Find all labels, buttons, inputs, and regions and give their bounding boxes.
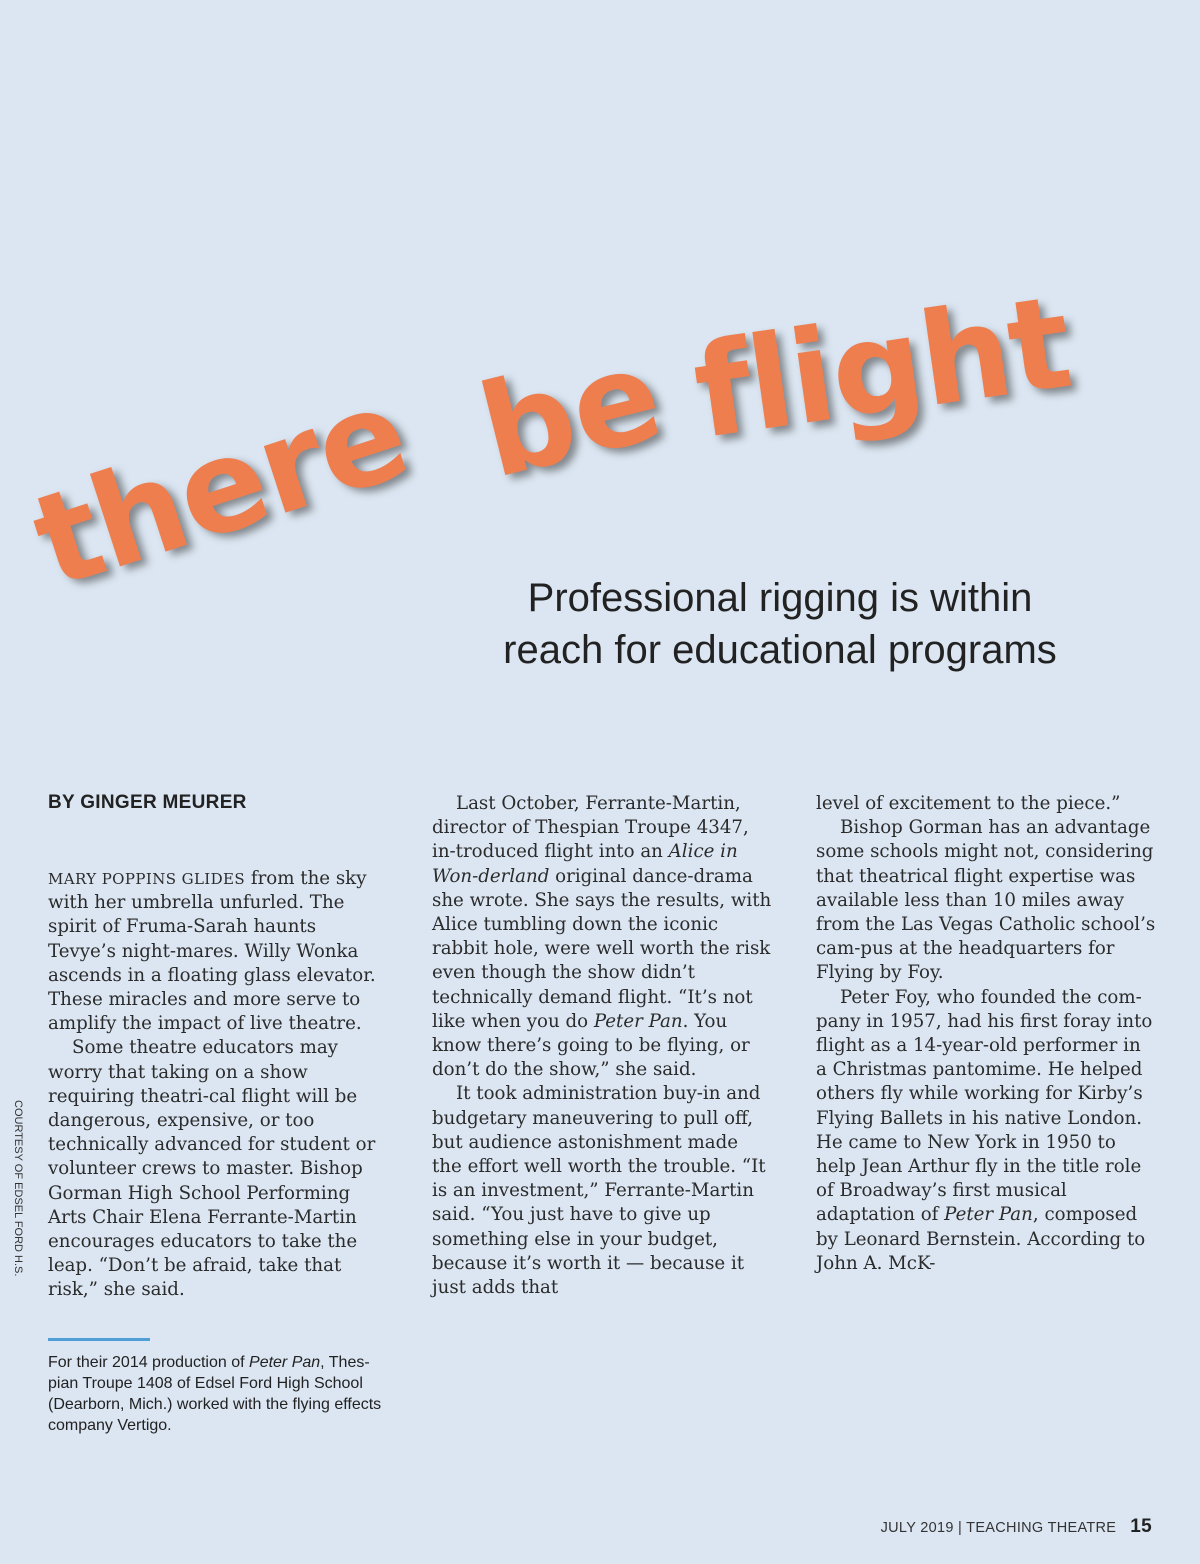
issue-label: JULY 2019 | TEACHING THEATRE: [880, 1520, 1117, 1536]
text-run: Last October, Ferrante-Martin, director of Thespian Troupe 4347, in-troduced flight into an: [432, 793, 749, 863]
caption-rule: [48, 1338, 150, 1341]
title-italic: Alice in Won-derland: [432, 841, 738, 887]
deck-subtitle: [430, 572, 1130, 676]
paragraph: Bishop Gorman has an advantage some schools might not, considering that theatrical flight expertise was available less than 10 miles away from the Las Vegas Catholic school’s cam-pus at the headquarters for Flying by Foy.: [816, 817, 1156, 984]
headline-word-there: there: [17, 358, 424, 618]
byline: BY GINGER MEURER: [48, 792, 247, 813]
paragraph: It took administration buy-in and budgetary maneuvering to pull off, but audience astonishment made the effort well worth the trouble. “It is an investment,” Ferrante-Martin said. “You just have to give up something else in your budget, because it’s worth it — because it just adds that: [432, 1083, 766, 1299]
page-footer: [881, 1516, 1152, 1538]
photo-caption: [48, 1352, 388, 1436]
deck-line-1: Professional rigging is within: [527, 576, 1033, 620]
text-run: , Thes-pian Troupe 1408 of Edsel Ford High School (Dearborn, Mich.) worked with the flying effects company Vertigo.: [48, 1354, 382, 1434]
headline-word-be: be: [466, 319, 676, 508]
paragraph: [48, 867, 388, 1036]
title-italic: Peter Pan: [944, 1204, 1033, 1226]
paragraph: level of excitement to the piece.”: [816, 793, 1121, 814]
title-italic: Peter Pan: [593, 1010, 683, 1032]
lead-in-smallcaps: MARY POPPINS GLIDES: [48, 870, 246, 888]
title-italic: Peter Pan: [249, 1354, 321, 1371]
paragraph: [432, 792, 772, 1082]
article-column-2: [432, 792, 772, 1300]
paragraph: [816, 986, 1156, 1276]
photo-credit: COURTESY OF EDSEL FORD H.S.: [12, 1100, 24, 1277]
text-run: original dance-drama she wrote. She says the results, with Alice tumbling down the iconic rabbit hole, were well worth the risk even though the show didn’t technically demand flight. “It’s not like when you do: [432, 865, 772, 1032]
page-number: 15: [1130, 1516, 1152, 1537]
text-run: For their 2014 production of: [48, 1354, 250, 1371]
text-run: Peter Foy, who founded the com-pany in 1957, had his first foray into flight as a 14-year-old performer in a Christmas pantomime. He helped others fly while working for Kirby’s Flying Ballets in his native London. He came to New York in 1950 to help Jean Arthur fly in the title role of Broadway’s first musical adaptation of: [816, 986, 1153, 1226]
paragraph: Some theatre educators may worry that taking on a show requiring theatri-cal flight will be dangerous, expensive, or too technically advanced for student or volunteer crews to master. Bishop Gorman High School Performing Arts Chair Elena Ferrante-Martin encourages educators to take the leap. “Don’t be afraid, take that risk,” she said.: [48, 1037, 376, 1301]
text-run: , composed by Leonard Bernstein. According to John A. McK-: [816, 1204, 1146, 1274]
article-column-3: [816, 792, 1156, 1276]
headline-word-flight: flight: [685, 268, 1079, 468]
deck-line-2: reach for educational programs: [503, 628, 1057, 672]
paragraph-text: from the sky with her umbrella unfurled. The spirit of Fruma-Sarah haunts Tevye’s night-mares. Willy Wonka ascends in a floating glass elevator. These miracles and more serve to amplify the impact of live theatre.: [48, 868, 376, 1035]
article-column-1: [48, 867, 388, 1303]
text-run: . You know there’s going to be flying, or don’t do the show,” she said.: [432, 1010, 750, 1081]
